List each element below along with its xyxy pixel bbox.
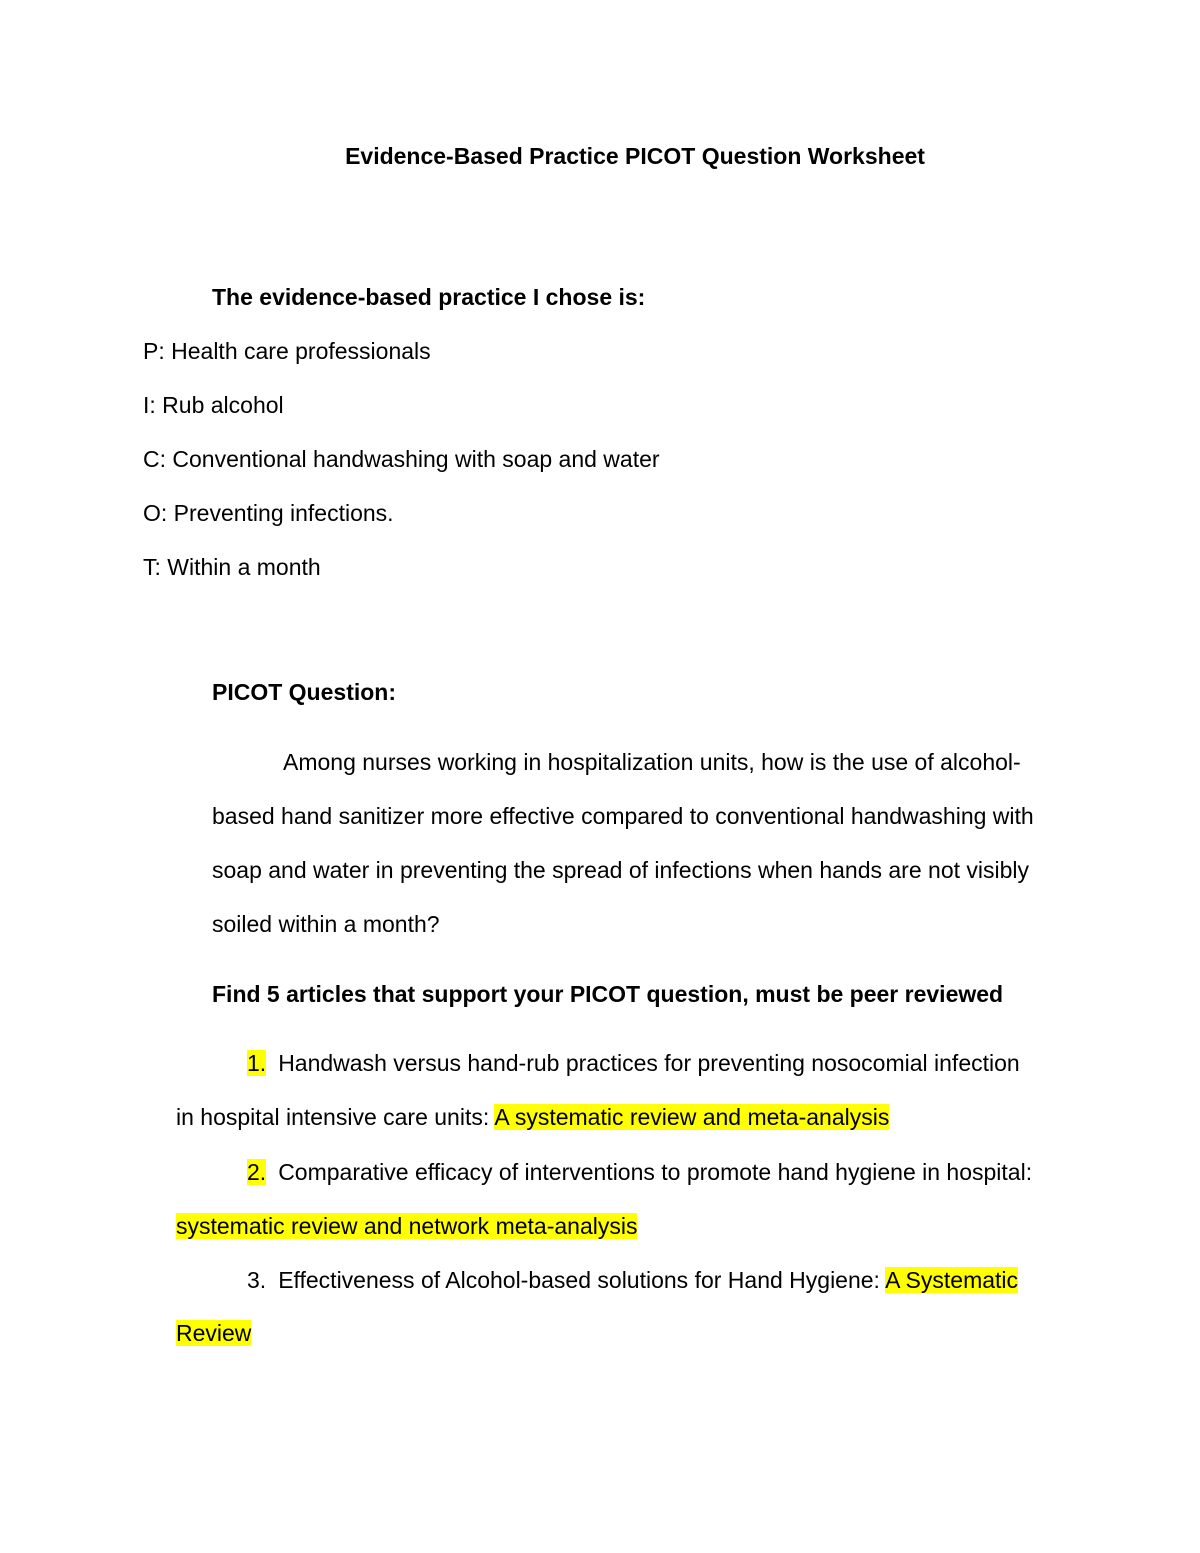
picot-letter: P: [143,338,165,364]
picot-question-line: soap and water in preventing the spread of infections when hands are not visibly [212,857,1030,883]
picot-text: Preventing infections. [173,500,394,526]
article-highlight: Review [176,1320,252,1346]
article-title: Comparative efficacy of interventions to promote hand hygiene in hospital: [278,1159,1033,1185]
picot-letter: T: [143,554,161,580]
picot-text: Conventional handwashing with soap and water [172,446,660,472]
picot-question-line: Among nurses working in hospitalization units, how is the use of alcohol- [283,749,1021,775]
picot-item-t [143,552,321,582]
picot-question-line: based hand sanitizer more effective compared to conventional handwashing with [212,803,1034,829]
article-2-line1 [247,1157,1032,1187]
article-3-line1 [247,1265,1018,1295]
article-2-line2 [176,1211,637,1241]
article-number: 1. [247,1050,267,1076]
picot-question-line: soiled within a month? [212,911,440,937]
article-highlight: A systematic review and meta-analysis [494,1104,890,1130]
article-3-line2 [176,1318,251,1348]
article-highlight: A Systematic [885,1267,1019,1293]
picot-letter: C: [143,446,166,472]
picot-text: Rub alcohol [162,392,284,418]
article-number: 2. [247,1159,267,1185]
chosen-practice-heading: The evidence-based practice I chose is: [212,284,646,310]
picot-item-c [143,444,660,474]
article-number: 3. [247,1267,267,1293]
picot-item-p [143,336,431,366]
picot-letter: I: [143,392,156,418]
picot-item-o [143,498,394,528]
picot-text: Within a month [167,554,321,580]
articles-heading: Find 5 articles that support your PICOT question, must be peer reviewed [212,981,1004,1007]
article-title: Effectiveness of Alcohol-based solutions for Hand Hygiene: [278,1267,886,1293]
picot-question-heading: PICOT Question: [212,679,396,705]
picot-letter: O: [143,500,168,526]
picot-text: Health care professionals [171,338,431,364]
article-1-line1 [247,1048,1020,1078]
article-1-line2 [176,1102,889,1132]
document-title: Evidence-Based Practice PICOT Question Worksheet [345,143,925,169]
picot-item-i [143,390,284,420]
article-title-cont: in hospital intensive care units: [176,1104,495,1130]
article-highlight: systematic review and network meta-analysis [176,1213,638,1239]
article-title: Handwash versus hand-rub practices for preventing nosocomial infection [278,1050,1020,1076]
